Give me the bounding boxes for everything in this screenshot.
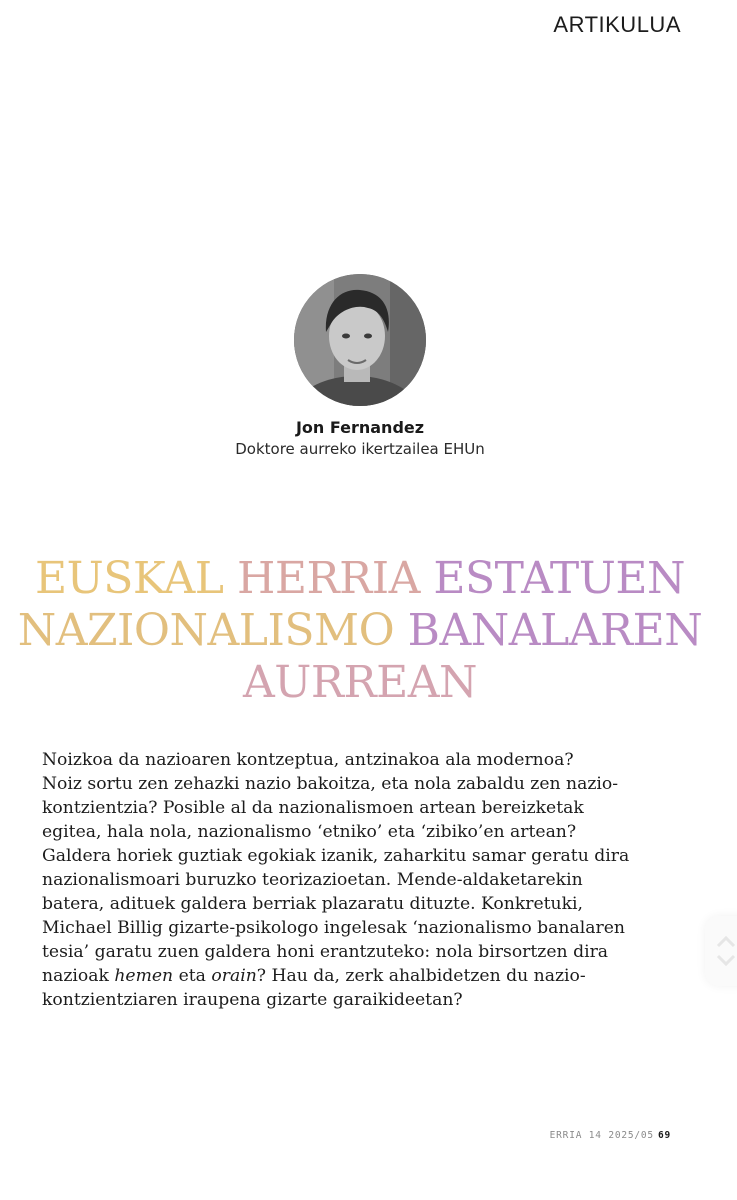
section-label: ARTIKULUA — [553, 12, 681, 37]
headline-line-3 — [0, 657, 720, 709]
headline-line-1 — [0, 553, 720, 605]
text-line: egitea, hala nola, nazionalismo ‘etniko’ eta ‘zibiko’en artean? — [42, 822, 577, 842]
text-fragment: nazioak — [42, 966, 115, 986]
text-line: Michael Billig gizarte-psikologo ingelesak ‘nazionalismo banalaren — [42, 918, 625, 938]
author-role: Doktore aurreko ikertzailea EHUn — [235, 440, 485, 458]
headline-word: BANALAREN — [407, 605, 703, 656]
text-fragment: eta — [173, 966, 212, 986]
headline-line-2 — [0, 605, 720, 657]
page-footer — [550, 1130, 671, 1141]
publication-info: ERRIA 14 2025/05 — [549, 1130, 654, 1141]
text-line: tesia’ garatu zuen galdera honi erantzuteko: nola birsortzen dira — [42, 942, 609, 962]
headline-word: EUSKAL — [35, 553, 224, 604]
article-headline — [0, 553, 720, 709]
scroll-arrows-icon — [715, 934, 737, 968]
text-line: kontzientziaren iraupena gizarte garaikideetan? — [42, 990, 463, 1010]
article-lead-paragraph — [42, 748, 682, 1012]
author-portrait-photo — [294, 274, 426, 406]
text-line: nazionalismoari buruzko teorizazioetan. Mende-aldaketarekin — [42, 870, 583, 890]
page-number: 69 — [657, 1130, 671, 1141]
text-line: Galdera horiek guztiak egokiak izanik, zaharkitu samar geratu dira — [42, 846, 630, 866]
headline-word: ESTATUEN — [433, 553, 685, 604]
emphasis-orain: orain — [211, 966, 257, 986]
text-fragment: ? Hau da, zerk ahalbidetzen du nazio- — [256, 966, 586, 986]
text-line — [42, 964, 682, 988]
text-line: kontzientzia? Posible al da nazionalismoen artean bereizketak — [42, 798, 584, 818]
emphasis-hemen: hemen — [114, 966, 174, 986]
headline-word: AURREAN — [242, 657, 477, 708]
author-name: Jon Fernandez — [295, 418, 425, 437]
headline-word: HERRIA — [236, 553, 420, 604]
scroll-widget[interactable] — [705, 916, 737, 986]
headline-word: NAZIONALISMO — [17, 605, 395, 656]
text-line: batera, adituek galdera berriak plazaratu dituzte. Konkretuki, — [42, 894, 584, 914]
text-line: Noizkoa da nazioaren kontzeptua, antzinakoa ala modernoa? — [42, 750, 574, 770]
author-portrait — [294, 274, 426, 406]
text-line: Noiz sortu zen zehazki nazio bakoitza, eta nola zabaldu zen nazio- — [42, 774, 619, 794]
